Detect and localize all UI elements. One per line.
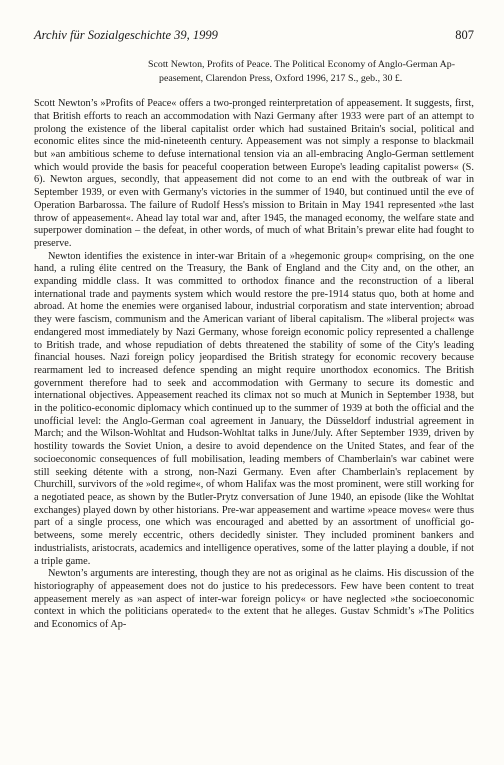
citation-line-1: Scott Newton, Profits of Peace. The Political Economy of Anglo-German Ap- — [148, 59, 455, 70]
citation-line-2: peasement, Clarendon Press, Oxford 1996, 217 S., geb., 30 £. — [159, 72, 403, 84]
paragraph-2: Newton identifies the existence in inter-war Britain of a »hegemonic group« comprising, on the one hand, a ruling élite centred on the Treasury, the Bank of England and the City and, on the other, an expanding middle class. It was committed to orthodox finance and the reconstruction of a liberal international trade and payments system which would restore the pre-1914 status quo, both at home and abroad. At home the enemies were organised labour, industrial corporatism and state intervention; abroad they were fascism, communism and the American variant of liberal capitalism. The »liberal project« was endangered most immediately by Nazi Germany, whose foreign economic policy represented a challenge to British trade, and whose repudiation of debts threatened the stability of some of the City's leading financial houses. Nazi foreign policy jeopardised the British strategy for economic recovery because rearmament led to increased defence spending an might require unorthodox economics. The British government therefore had to seek and accommodation with Germany to secure its domestic and international objectives. Appeasement reached its climax not so much at Munich in September 1938, but in the politico-economic diplomacy which continued up to the summer of 1939 at both the official and the unofficial level: the Anglo-German coal agreement in January, the Düsseldorf industrial agreement in March; and the Wilson-Wohltat and Hudson-Wohltat talks in June/July. After September 1939, driven by hostility towards the Soviet Union, a desire to avoid dependence on the United States, and fear of the socioeconomic consequences of full mobilisation, leading members of Chamberlain's war cabinet were still seeking détente with a strong, non-Nazi Germany. Even after Chamberlain's replacement by Churchill, survivors of the »old regime«, of whom Halifax was the most prominent, were still working for a negotiated peace, as shown by the Butler-Prytz conversation of June 1940, an episode (like the Wohltat exchanges) played down by other historians. Pre-war appeasement and wartime »peace moves« were thus part of a single process, one which was encouraged and abetted by an assortment of unofficial go-betweens, some merely eccentric, others decidedly sinister. They included prominent bankers and industrialists, aristocrats, academics and intelligence operatives, some of the latter playing a double, if not a triple game. — [34, 250, 474, 567]
paragraph-1: Scott Newton’s »Profits of Peace« offers a two-pronged reinterpretation of appeasement. It suggests, first, that British efforts to reach an accommodation with Nazi Germany after 1933 were part of an attempt to prolong the existence of the liberal capitalist order which had sustained Britain's social, political and economic elites since the mid-nineteenth century. Appeasement was not simply a response to blackmail but »an ambitious scheme to defuse international tension via an all-embracing Anglo-German settlement which would provide the basis for peaceful cooperation between Europe's leading capitalist powers« (S. 6). Newton argues, secondly, that appeasement did not come to an end with the outbreak of war in September 1939, or even with Germany's victories in the summer of 1940, but continued until the eve of Operation Barbarossa. The failure of Rudolf Hess's mission to Britain in May 1941 represented »the last throw of appeasement«. Ahead lay total war and, after 1945, the managed economy, the welfare state and superpower domination – the defeat, in other words, of much of what Britain’s prewar elite had fought to preserve. — [34, 98, 474, 249]
running-head — [34, 28, 474, 43]
page-number: 807 — [455, 28, 474, 42]
journal-title: Archiv für Sozialgeschichte 39, 1999 — [34, 28, 218, 42]
book-citation — [148, 58, 474, 85]
paragraph-3: Newton’s arguments are interesting, though they are not as original as he claims. His discussion of the historiography of appeasement does not do justice to his predecessors. Few have been content to treat appeasement merely as »an aspect of inter-war foreign policy« or have neglected »the socioeconomic context in which the politicians operated« to the extent that he alleges. Gustav Schmidt’s »The Politics and Economics of Ap- — [34, 568, 474, 631]
